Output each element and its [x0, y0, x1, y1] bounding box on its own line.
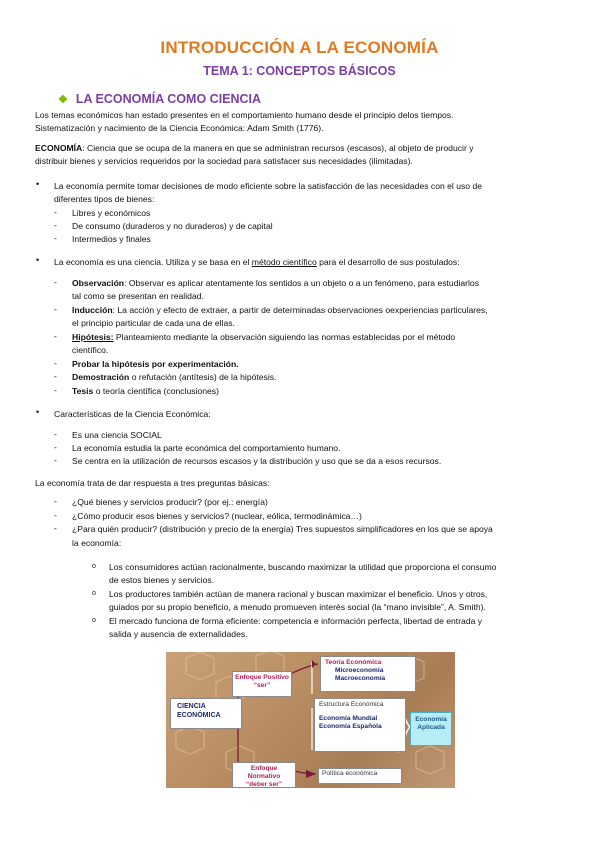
- dash-icon: -: [54, 523, 57, 533]
- bullet-dot-icon: •: [36, 407, 40, 417]
- bullet1-line-2: diferentes tipos de bienes:: [54, 194, 155, 204]
- bullet-dot-icon: •: [36, 179, 40, 189]
- tesis-line: [72, 385, 219, 398]
- question-3-line-1: ¿Para quién producir? (distribución y precio de la energía) Tres supuestos simplificadores en los que se apoya: [72, 524, 493, 534]
- supuesto-3-line-2: salida y ausencia de externalidades.: [109, 629, 248, 639]
- observacion-line-1: [72, 277, 479, 290]
- dash-icon: -: [54, 277, 57, 287]
- supuesto-1-line-2: de estos bienes y servicios.: [109, 575, 215, 585]
- dash-icon: -: [54, 429, 57, 439]
- hipotesis-line-2: científico.: [72, 345, 109, 355]
- economia-diagram: [166, 652, 455, 788]
- ciencia-economica-box: [170, 698, 242, 729]
- dash-icon: -: [54, 371, 57, 381]
- circle-bullet-icon: o: [92, 590, 96, 597]
- definition-text-1: : Ciencia que se ocupa de la manera en que se administran recursos (escasos), al objeto de producir y: [82, 143, 474, 153]
- bullet2-line: [54, 256, 460, 269]
- question-2: ¿Cómo producir esos bienes y servicios? (nuclear, eólica, termodinámica…): [72, 511, 362, 521]
- enfoque-positivo-label: Enfoque Positivo: [235, 674, 289, 681]
- dash-icon: -: [54, 358, 57, 368]
- probar-hipotesis: Probar la hipótesis por experimentación.: [72, 359, 239, 369]
- dash-icon: -: [54, 331, 57, 341]
- list-item: Libres y económicos: [72, 208, 151, 218]
- ciencia-label: CIENCIA: [177, 703, 206, 710]
- diamond-bullet-icon: ❖: [58, 94, 68, 106]
- supuesto-2-line-1: Los productores también actúan de manera racional y buscan maximizar el beneficio. Unos y otros,: [109, 589, 488, 599]
- hipotesis-text: Planteamiento mediante la observación siguiendo las normas establecidas por el método: [113, 332, 456, 342]
- demostracion-text: o refutación (antítesis) de la hipótesis.: [129, 372, 277, 382]
- ser-label: “ser”: [253, 682, 271, 689]
- bullet-dot-icon: •: [36, 255, 40, 265]
- teoria-economica-box: [320, 656, 416, 692]
- deber-ser-label: “deber ser”: [245, 781, 283, 788]
- economia-mundial-label: Economía Mundial: [319, 715, 378, 722]
- supuesto-2-line-2: guiados por su propio beneficio, a menudo promueven interés social (la “mano invisible”, A. Smith).: [109, 602, 486, 612]
- circle-bullet-icon: o: [92, 617, 96, 624]
- tesis-term: Tesis: [72, 386, 94, 396]
- observacion-line-2: tal como se presentan en realidad.: [72, 291, 204, 301]
- economia-aplicada-box: [410, 712, 452, 746]
- politica-label: Política económica: [322, 770, 378, 777]
- hipotesis-line-1: [72, 331, 455, 344]
- list-item: Se centra en la utilización de recursos escasos y la distribución y uso que se da a esos recursos.: [72, 456, 442, 466]
- document-title: INTRODUCCIÓN A LA ECONOMÍA: [160, 38, 439, 57]
- dash-icon: -: [54, 233, 57, 243]
- tesis-text: o teoría científica (conclusiones): [93, 386, 219, 396]
- definition-line-2: distribuir bienes y servicios requeridos por la sociedad para satisfacer sus necesidades (ilimitadas).: [35, 156, 413, 166]
- dash-icon: -: [54, 304, 57, 314]
- dash-icon: -: [54, 496, 57, 506]
- list-item: Es una ciencia SOCIAL: [72, 430, 162, 440]
- dash-icon: -: [54, 385, 57, 395]
- definition-line-1: [35, 142, 474, 155]
- estructura-economica-box: [314, 698, 406, 752]
- bullet2-pre: La economía es una ciencia. Utiliza y se basa en el: [54, 257, 252, 267]
- demostracion-term: Demostración: [72, 372, 130, 382]
- estructura-label: Estructura Económica: [319, 701, 384, 708]
- hipotesis-term: Hipótesis:: [72, 332, 114, 342]
- aplicada-label: Aplicada: [417, 724, 445, 731]
- document-subtitle: TEMA 1: CONCEPTOS BÁSICOS: [203, 64, 396, 78]
- supuesto-1-line-1: Los consumidores actúan racionalmente, buscando maximizar la utilidad que proporciona el consumo: [109, 562, 497, 572]
- list-item: La economía estudia la parte económica del comportamiento humano.: [72, 443, 341, 453]
- macroeconomia-label: Macroeconomía: [335, 675, 386, 682]
- observacion-text: : Observar es aplicar atentamente los sentidos a un objeto o a un fenómeno, para estudiarlos: [124, 278, 480, 288]
- economia-espanola-label: Economía Española: [319, 723, 382, 730]
- economia-label: Economía: [415, 716, 447, 723]
- enfoque-normativo-label: Enfoque Normativo: [247, 765, 281, 780]
- politica-economica-box: [318, 768, 402, 784]
- economica-label: ECONÓMICA: [177, 712, 221, 719]
- microeconomia-label: Microeconomía: [335, 667, 384, 674]
- dash-icon: -: [54, 510, 57, 520]
- teoria-label: Teoría Económica: [325, 659, 382, 666]
- induccion-line-2: el principio particular de cada una de ellas.: [72, 318, 235, 328]
- definition-term: ECONOMÍA: [35, 143, 83, 153]
- intro-line-1: Los temas económicos han estado presentes en el comportamiento humano desde el principio delos tiempos.: [35, 110, 454, 120]
- supuesto-3-line-1: El mercado funciona de forma eficiente: competencia e información perfecta, libertad de entrada y: [109, 616, 483, 626]
- circle-bullet-icon: o: [92, 563, 96, 570]
- metodo-cientifico-link: método científico: [251, 257, 317, 267]
- question-3-line-2: la economía:: [72, 538, 122, 548]
- questions-intro: La economía trata de dar respuesta a tres preguntas básicas:: [35, 478, 270, 488]
- bullet3-line: Características de la Ciencia Económica:: [54, 409, 211, 419]
- bullet2-post: para el desarrollo de sus postulados:: [316, 257, 460, 267]
- list-item: De consumo (duraderos y no duraderos) y de capital: [72, 221, 273, 231]
- list-item: Intermedios y finales: [72, 234, 151, 244]
- dash-icon: -: [54, 455, 57, 465]
- observacion-term: Observación: [72, 278, 125, 288]
- induccion-line-1: [72, 304, 488, 317]
- dash-icon: -: [54, 220, 57, 230]
- question-1: ¿Qué bienes y servicios producir? (por ej.: energía): [72, 497, 268, 507]
- intro-line-2: Sistematización y nacimiento de la Ciencia Económica: Adam Smith (1776).: [35, 123, 324, 133]
- demostracion-line: [72, 371, 276, 384]
- section-heading-text: LA ECONOMÍA COMO CIENCIA: [75, 92, 262, 106]
- induccion-text: : La acción y efecto de extraer, a partir de determinadas observaciones oexperiencias particulares,: [112, 305, 488, 315]
- bullet1-line-1: La economía permite tomar decisiones de modo eficiente sobre la satisfacción de las necesidades con el uso de: [54, 181, 483, 191]
- induccion-term: Inducción: [72, 305, 113, 315]
- dash-icon: -: [54, 207, 57, 217]
- enfoque-positivo-box: [232, 671, 292, 697]
- dash-icon: -: [54, 442, 57, 452]
- enfoque-normativo-box: [232, 762, 296, 788]
- section-heading: [58, 92, 261, 106]
